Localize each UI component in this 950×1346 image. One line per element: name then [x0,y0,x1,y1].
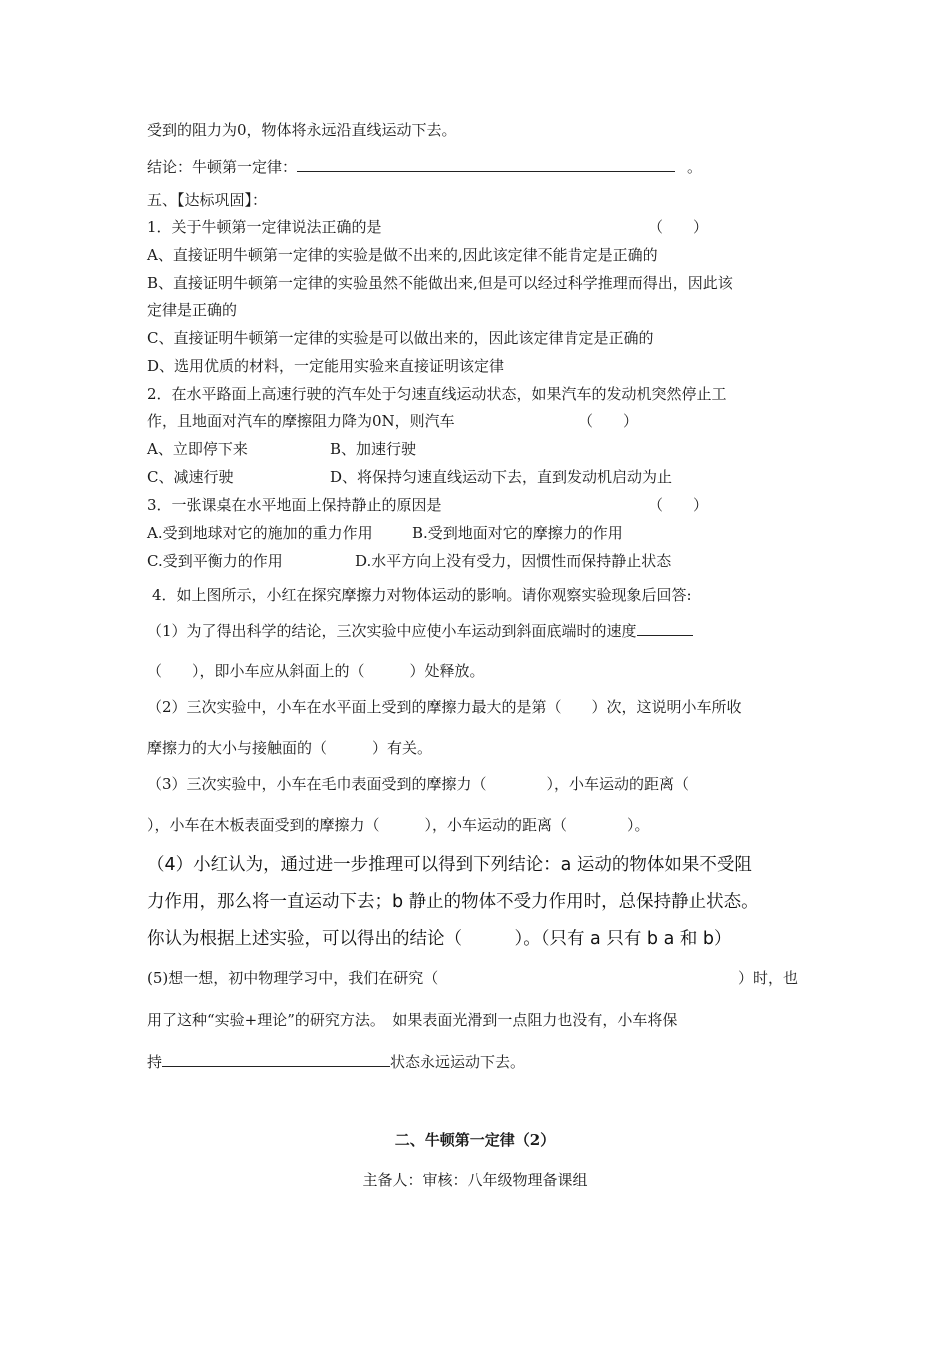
q1-option-b-cont: 定律是正确的 [147,301,238,319]
q3-option-a: A.受到地球对它的施加的重力作用 [147,524,373,542]
q4-sub4-line3: 你认为根据上述实验，可以得出的结论（ ）。（只有 a 只有 b a 和 b） [147,929,732,949]
q2-option-c: C、减速行驶 [147,468,234,486]
q3-answer-bracket: （ ） [648,496,709,514]
paragraph-resistance: 受到的阻力为0，物体将永远沿直线运动下去。 [147,121,457,139]
q1-option-d: D、选用优质的材料，一定能用实验来直接证明该定律 [147,357,505,375]
section-heading-newton-2: 二、牛顿第一定律（2） [394,1131,556,1149]
q1-stem-text: 1．关于牛顿第一定律说法正确的是 [147,218,382,236]
q2-stem: 2．在水平路面上高速行驶的汽车处于匀速直线运动状态，如果汽车的发动机突然停止工 [147,385,727,403]
q1-stem [147,217,382,237]
conclusion-line [147,156,702,177]
q1-answer-bracket: （ ） [648,218,709,236]
q2-option-a: A、立即停下来 [147,440,248,458]
q4-sub5-line3 [147,1051,525,1072]
q3-stem: 3．一张课桌在水平地面上保持静止的原因是 [147,496,442,514]
q4-stem: 4．如上图所示，小红在探究摩擦力对物体运动的影响。请你观察实验现象后回答: [152,586,692,604]
q4-sub1-text: （1）为了得出科学的结论，三次实验中应使小车运动到斜面底端时的速度 [147,622,637,640]
q4-sub1-line2: （ ），即小车应从斜面上的（ ）处释放。 [147,662,485,680]
q4-sub5-line1 [147,968,438,988]
q3-option-b: B.受到地面对它的摩擦力的作用 [412,524,623,542]
byline: 主备人：审核：八年级物理备课组 [362,1171,588,1189]
q2-stem-cont: 作，且地面对汽车的摩擦阻力降为0N，则汽车 [147,412,455,430]
q4-sub2-line2: 摩擦力的大小与接触面的（ ）有关。 [147,739,433,757]
q2-option-b: B、加速行驶 [330,440,417,458]
q4-sub1-line1 [147,620,693,641]
q3-option-d: D.水平方向上没有受力，因惯性而保持静止状态 [355,552,672,570]
q4-sub4-line2: 力作用，那么将一直运动下去；b 静止的物体不受力作用时，总保持静止状态。 [147,892,759,912]
q4-sub3-line2: ），小车在木板表面受到的摩擦力（ ），小车运动的距离（ ）。 [147,816,650,834]
q4-sub1-blank [637,620,693,636]
conclusion-label: 结论：牛顿第一定律： [147,158,298,176]
q4-sub5-blank [162,1051,390,1067]
conclusion-end: 。 [687,158,703,176]
q4-sub5-line3-suffix: 状态永远运动下去。 [390,1053,526,1071]
q4-sub5-suffix: ）时，也 [738,969,799,987]
q1-option-c: C、直接证明牛顿第一定律的实验是可以做出来的，因此该定律肯定是正确的 [147,329,654,347]
q1-option-b: B、直接证明牛顿第一定律的实验虽然不能做出来,但是可以经过科学推理而得出，因此该 [147,274,733,292]
q2-option-d: D、将保持匀速直线运动下去，直到发动机启动为止 [330,468,673,486]
q4-sub5-line3-prefix: 持 [147,1053,163,1071]
q4-sub3-line1: （3）三次实验中，小车在毛巾表面受到的摩擦力（ ），小车运动的距离（ [147,775,690,793]
q4-sub2-line1: （2）三次实验中，小车在水平面上受到的摩擦力最大的是第（ ）次，这说明小车所收 [147,698,742,716]
section-heading-5: 五、【达标巩固】： [147,191,268,209]
q2-answer-bracket: （ ） [578,412,639,430]
conclusion-blank [297,156,675,172]
q4-sub5-prefix: (5)想一想，初中物理学习中，我们在研究（ [147,969,439,987]
q4-sub4-line1: （4）小红认为，通过进一步推理可以得到下列结论：a 运动的物体如果不受阻 [147,855,752,875]
q3-option-c: C.受到平衡力的作用 [147,552,283,570]
q1-option-a: A、直接证明牛顿第一定律的实验是做不出来的,因此该定律不能肯定是正确的 [147,246,658,264]
q4-sub5-line2: 用了这种“实验+理论”的研究方法。 如果表面光滑到一点阻力也没有，小车将保 [147,1011,678,1029]
